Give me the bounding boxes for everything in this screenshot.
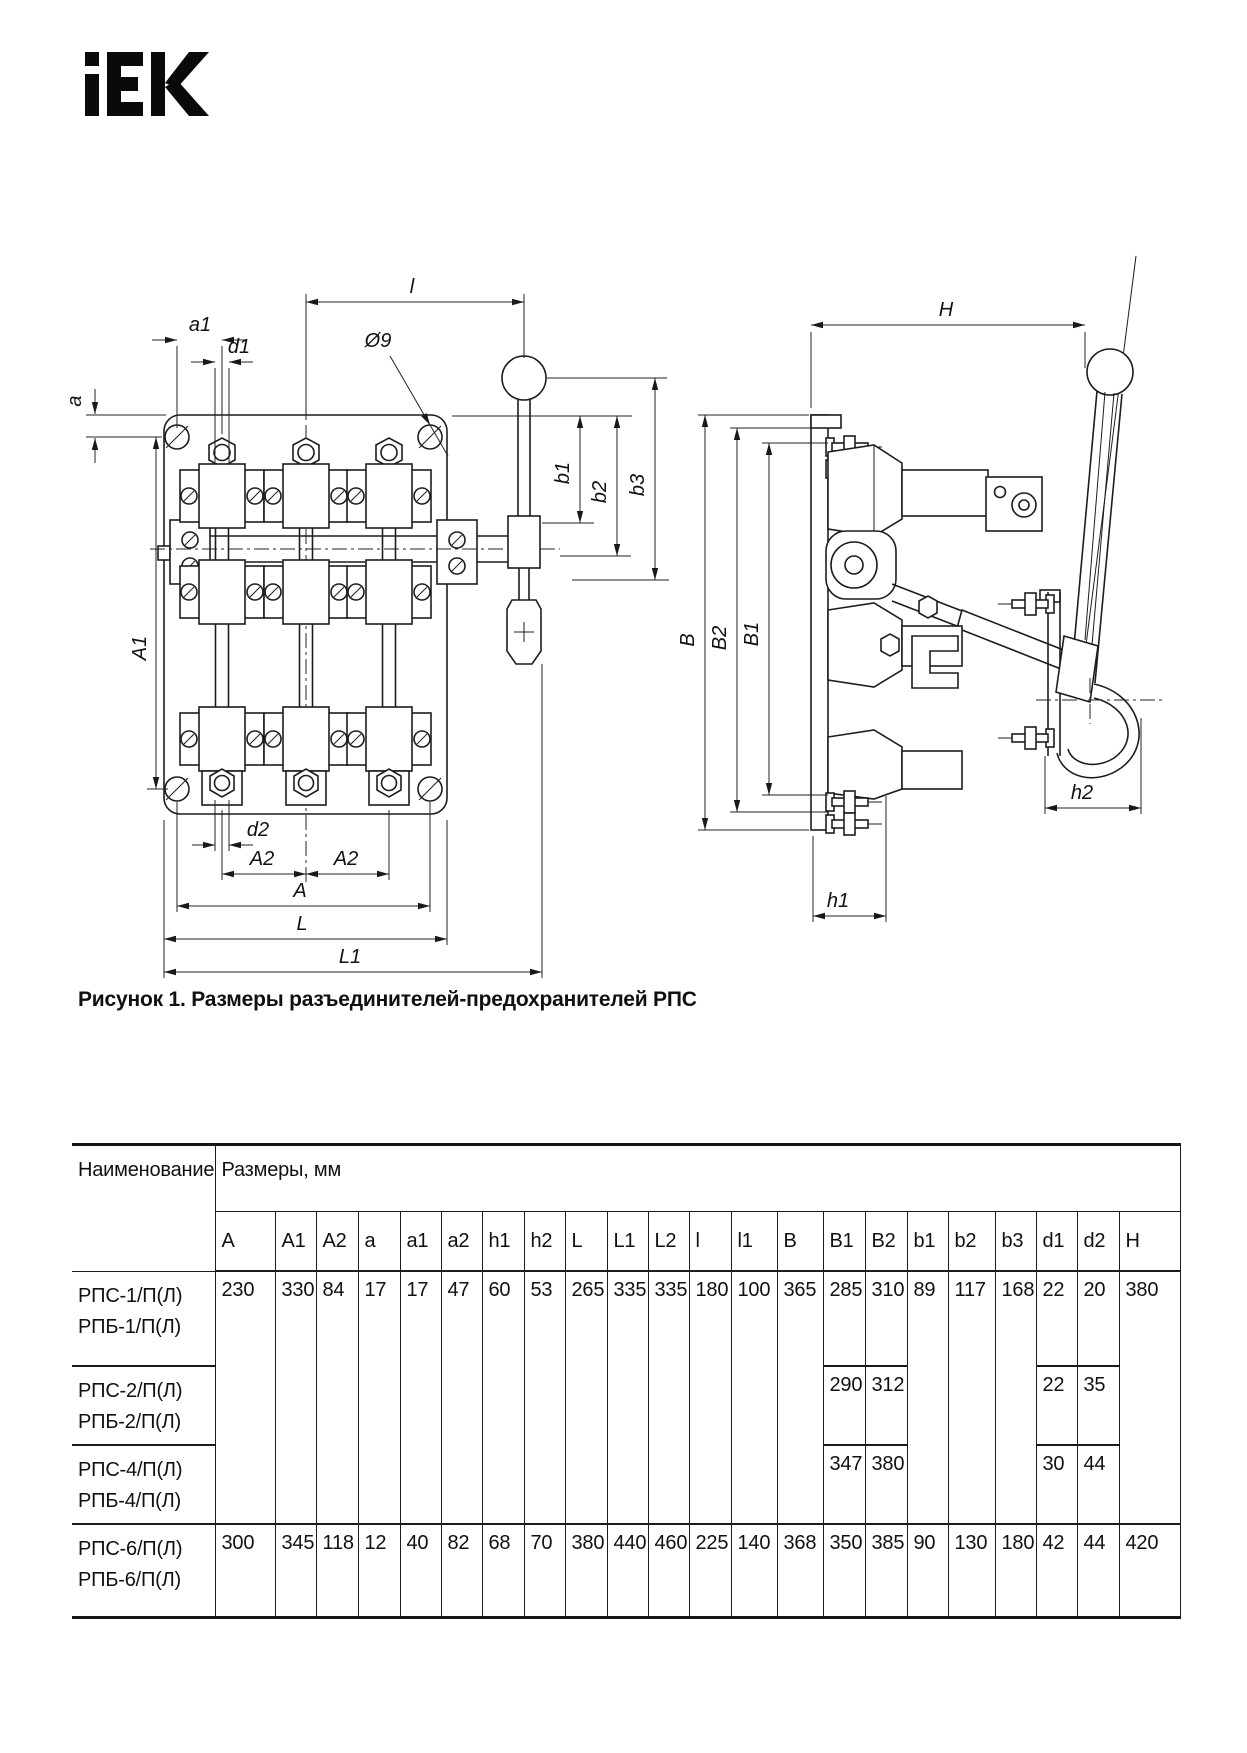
- dim-label-a1: a1: [188, 314, 212, 336]
- table-cell-L2: 335: [648, 1271, 689, 1524]
- col-header-b2: b2: [948, 1212, 995, 1272]
- dim-label-A2-left: A2: [249, 848, 275, 870]
- table-cell-H: 420: [1119, 1524, 1180, 1618]
- table-cell-d2: 44: [1077, 1445, 1119, 1524]
- side-dimensions: [677, 299, 1141, 922]
- table-cell-b1: 89: [907, 1271, 948, 1524]
- dim-label-dia9: Ø9: [364, 330, 392, 352]
- dim-label-l: l: [409, 276, 415, 298]
- bottom-contact: [828, 730, 962, 799]
- table-cell-B2: 310: [865, 1271, 907, 1366]
- table-cell-h1: 60: [482, 1271, 524, 1524]
- dim-label-b2: b2: [589, 480, 611, 504]
- dim-label-d1: d1: [227, 336, 251, 358]
- hinge: [826, 531, 896, 599]
- table-cell-L: 265: [565, 1271, 607, 1524]
- table-cell-d1: 42: [1036, 1524, 1077, 1618]
- table-cell-h1: 68: [482, 1524, 524, 1618]
- table-cell-l: 225: [689, 1524, 731, 1618]
- dim-label-d2: d2: [246, 819, 270, 841]
- col-header-h2: h2: [524, 1212, 565, 1272]
- table-cell-h2: 53: [524, 1271, 565, 1524]
- table-cell-B: 365: [777, 1271, 823, 1524]
- row-name: РПС-6/П(Л) РПБ-6/П(Л): [72, 1524, 215, 1618]
- table-cell-L1: 440: [607, 1524, 648, 1618]
- table-cell-h2: 70: [524, 1524, 565, 1618]
- table-cell-a2: 47: [441, 1271, 482, 1524]
- table-header-name: Наименование: [72, 1145, 215, 1272]
- table-cell-d2: 20: [1077, 1271, 1119, 1366]
- col-header-B1: B1: [823, 1212, 865, 1272]
- upper-contact: [828, 445, 1042, 536]
- front-view: [64, 276, 669, 978]
- col-header-a2: a2: [441, 1212, 482, 1272]
- table-cell-d2: 44: [1077, 1524, 1119, 1618]
- table-cell-A2: 84: [316, 1271, 358, 1524]
- table-cell-B1: 350: [823, 1524, 865, 1618]
- dim-label-A: A: [293, 880, 307, 902]
- lower-contact: [828, 603, 962, 688]
- col-header-A: A: [215, 1212, 275, 1272]
- table-cell-a: 12: [358, 1524, 400, 1618]
- iek-logo-glyphs: [85, 52, 209, 116]
- col-header-A2: A2: [316, 1212, 358, 1272]
- table-cell-l1: 100: [731, 1271, 777, 1524]
- table-cell-a2: 82: [441, 1524, 482, 1618]
- table-cell-B2: 385: [865, 1524, 907, 1618]
- row-name: РПС-1/П(Л) РПБ-1/П(Л): [72, 1271, 215, 1366]
- table-cell-d1: 22: [1036, 1271, 1077, 1366]
- table-cell-l1: 140: [731, 1524, 777, 1618]
- dimensions-table-wrapper: [72, 1143, 1181, 1619]
- col-header-L2: L2: [648, 1212, 689, 1272]
- dim-label-B1: B1: [741, 621, 763, 647]
- iek-logo: [85, 52, 209, 116]
- row-name: РПС-2/П(Л) РПБ-2/П(Л): [72, 1366, 215, 1445]
- side-view: [677, 256, 1164, 922]
- table-cell-b2: 117: [948, 1271, 995, 1524]
- col-header-l1: l1: [731, 1212, 777, 1272]
- table-cell-b3: 168: [995, 1271, 1036, 1524]
- dim-label-A2-right: A2: [333, 848, 359, 870]
- col-header-A1: A1: [275, 1212, 316, 1272]
- table-cell-A2: 118: [316, 1524, 358, 1618]
- dim-label-L: L: [296, 913, 308, 935]
- col-header-B: B: [777, 1212, 823, 1272]
- table-cell-A: 300: [215, 1524, 275, 1618]
- table-cell-b2: 130: [948, 1524, 995, 1618]
- col-header-d1: d1: [1036, 1212, 1077, 1272]
- dim-label-b1: b1: [552, 461, 574, 485]
- table-cell-L: 380: [565, 1524, 607, 1618]
- col-header-B2: B2: [865, 1212, 907, 1272]
- col-header-L: L: [565, 1212, 607, 1272]
- col-header-H: H: [1119, 1212, 1180, 1272]
- table-cell-a: 17: [358, 1271, 400, 1524]
- table-header-dims: Размеры, мм: [215, 1145, 1180, 1212]
- table-cell-B1: 285: [823, 1271, 865, 1366]
- col-header-d2: d2: [1077, 1212, 1119, 1272]
- dim-label-b3: b3: [627, 473, 649, 497]
- table-cell-A1: 330: [275, 1271, 316, 1524]
- table-cell-B: 368: [777, 1524, 823, 1618]
- table-cell-b3: 180: [995, 1524, 1036, 1618]
- dim-label-B: B: [677, 633, 699, 647]
- row-name: РПС-4/П(Л) РПБ-4/П(Л): [72, 1445, 215, 1524]
- handle-front: [502, 356, 546, 664]
- col-header-a1: a1: [400, 1212, 441, 1272]
- col-header-h1: h1: [482, 1212, 524, 1272]
- table-cell-L2: 460: [648, 1524, 689, 1618]
- col-header-b1: b1: [907, 1212, 948, 1272]
- table-cell-d2: 35: [1077, 1366, 1119, 1445]
- table-cell-l: 180: [689, 1271, 731, 1524]
- dim-label-h2: h2: [1070, 782, 1094, 804]
- table-cell-a1: 17: [400, 1271, 441, 1524]
- table-cell-A: 230: [215, 1271, 275, 1524]
- table-row: [72, 1524, 1180, 1618]
- table-row: [72, 1271, 1180, 1366]
- dim-label-H: H: [938, 299, 954, 321]
- dim-label-A1: A1: [129, 635, 151, 661]
- table-cell-B2: 312: [865, 1366, 907, 1445]
- table-cell-a1: 40: [400, 1524, 441, 1618]
- table-cell-d1: 22: [1036, 1366, 1077, 1445]
- dim-label-a: a: [64, 395, 86, 407]
- table-cell-b1: 90: [907, 1524, 948, 1618]
- table-cell-d1: 30: [1036, 1445, 1077, 1524]
- dimensions-table: [72, 1143, 1181, 1619]
- dim-label-h1: h1: [826, 890, 850, 912]
- col-header-L1: L1: [607, 1212, 648, 1272]
- table-cell-A1: 345: [275, 1524, 316, 1618]
- col-header-a: a: [358, 1212, 400, 1272]
- figure-caption: Рисунок 1. Размеры разъединителей-предохранителей РПС: [78, 988, 697, 1011]
- table-cell-B1: 347: [823, 1445, 865, 1524]
- col-header-l: l: [689, 1212, 731, 1272]
- table-cell-B2: 380: [865, 1445, 907, 1524]
- table-cell-B1: 290: [823, 1366, 865, 1445]
- dim-label-B2: B2: [709, 625, 731, 651]
- table-cell-H: 380: [1119, 1271, 1180, 1524]
- col-header-b3: b3: [995, 1212, 1036, 1272]
- dim-label-L1: L1: [338, 946, 362, 968]
- table-cell-L1: 335: [607, 1271, 648, 1524]
- technical-drawing: [0, 230, 1247, 990]
